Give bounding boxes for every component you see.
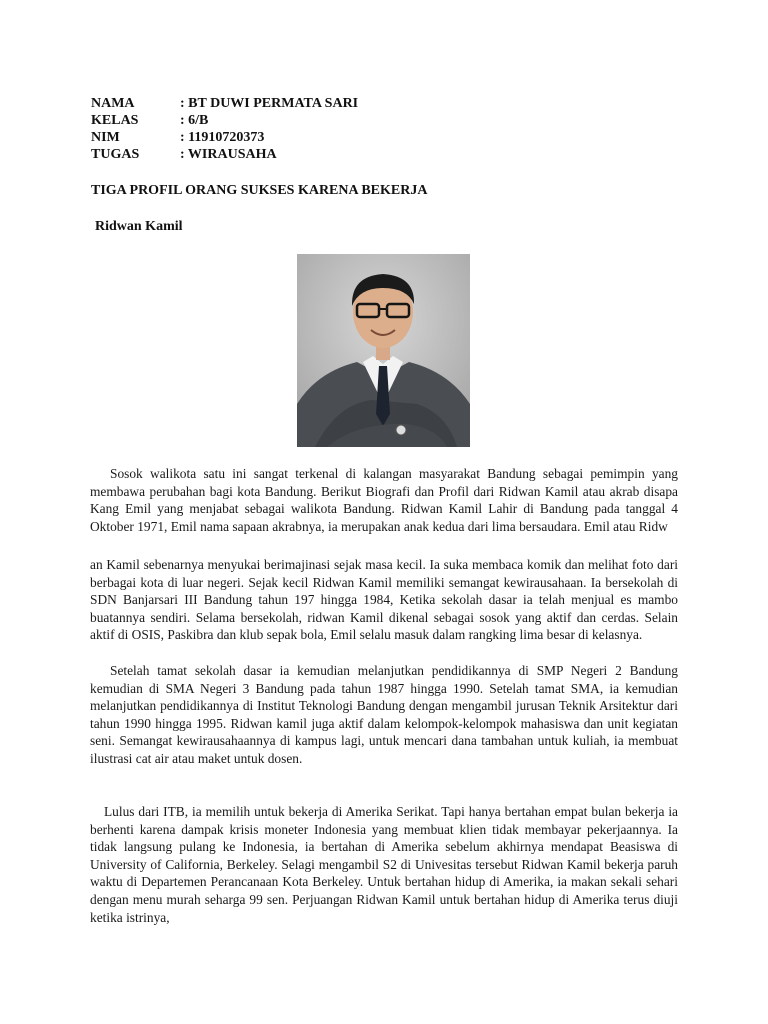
identity-label: KELAS (91, 113, 139, 128)
identity-row-tugas (91, 146, 277, 164)
paragraph-intro (90, 465, 678, 535)
identity-value: : BT DUWI PERMATA SARI (180, 96, 359, 111)
identity-row-nama (91, 95, 358, 113)
identity-row-kelas (91, 112, 208, 130)
identity-value: : 6/B (180, 113, 209, 128)
portrait-illustration (297, 254, 470, 447)
paragraph-education (90, 662, 678, 768)
portrait-photo (297, 254, 470, 447)
paragraph-childhood (90, 556, 678, 644)
paragraph-text: Lulus dari ITB, ia memilih untuk bekerja di Amerika Serikat. Tapi hanya bertahan empat bulan bekerja ia berhenti karena dampak krisis moneter Indonesia yang membuat klien tidak membayar pekerjaannya. Ia tidak langsung pulang ke Indonesia, ia bertahan di Amerika sebelum akhirnya mendapat Beasiswa di University of California, Berkeley. Selagi mengambil S2 di Univesitas tersebut Ridwan Kamil bekerja paruh waktu di Departemen Perancanaan Kota Berkeley. Untuk bertahan hidup di Amerika, ia makan sekali sehari dengan menu murah seharga 99 sen. Perjuangan Ridwan Kamil untuk bertahan hidup di Amerika terus diuji ketika istrinya, (90, 804, 678, 925)
identity-value: : WIRAUSAHA (180, 147, 277, 162)
paragraph-text: an Kamil sebenarnya menyukai berimajinasi sejak masa kecil. Ia suka membaca komik dan melihat foto dari berbagai kota di luar negeri. Sejak kecil Ridwan Kamil memiliki semangat kewirausahaan. Ia bersekolah di SDN Banjarsari III Bandung tahun 197 hingga 1984, Ketika sekolah dasar ia telah menjual es mambo buatannya sendiri. Selama bersekolah, ridwan Kamil dikenal sebagai sosok yang aktif dan cerdas. Selain aktif di OSIS, Paskibra dan klub sepak bola, Emil selalu masuk dalam rangking lima besar di kelasnya. (90, 557, 678, 643)
identity-label: NAMA (91, 96, 135, 111)
identity-label: TUGAS (91, 147, 140, 162)
paragraph-text: Sosok walikota satu ini sangat terkenal di kalangan masyarakat Bandung sebagai pemimpin yang membawa perubahan bagi kota Bandung. Berikut Biografi dan Profil dari Ridwan Kamil atau akrab disapa Kang Emil yang menjabat sebagai walikota Bandung. Ridwan Kamil Lahir di Bandung pada tanggal 4 Oktober 1971, Emil nama sapaan akrabnya, ia merupakan anak kedua dari lima bersaudara. Emil atau Ridw (90, 466, 678, 534)
section-subtitle: Ridwan Kamil (95, 219, 183, 234)
identity-value: : 11910720373 (180, 130, 265, 145)
paragraph-text: Setelah tamat sekolah dasar ia kemudian melanjutkan pendidikannya di SMP Negeri 2 Bandung kemudian di SMA Negeri 3 Bandung pada tahun 1987 hingga 1990. Setelah tamat SMA, ia kemudian melanjutkan pendidikannya di Institut Teknologi Bandung dengan mengambil jurusan Teknik Arsitektur dari tahun 1990 hingga 1995. Ridwan kamil juga aktif dalam kelompok-kelompok mahasiswa dan unit kegiatan seni. Semangat kewirausahaannya di kampus lagi, untuk mencari dana tambahan untuk kuliah, ia membuat ilustrasi cat air atau maket untuk dosen. (90, 663, 678, 766)
identity-row-nim (91, 129, 264, 147)
paragraph-career (90, 803, 678, 926)
document-title: TIGA PROFIL ORANG SUKSES KARENA BEKERJA (91, 183, 428, 198)
identity-label: NIM (91, 130, 120, 145)
